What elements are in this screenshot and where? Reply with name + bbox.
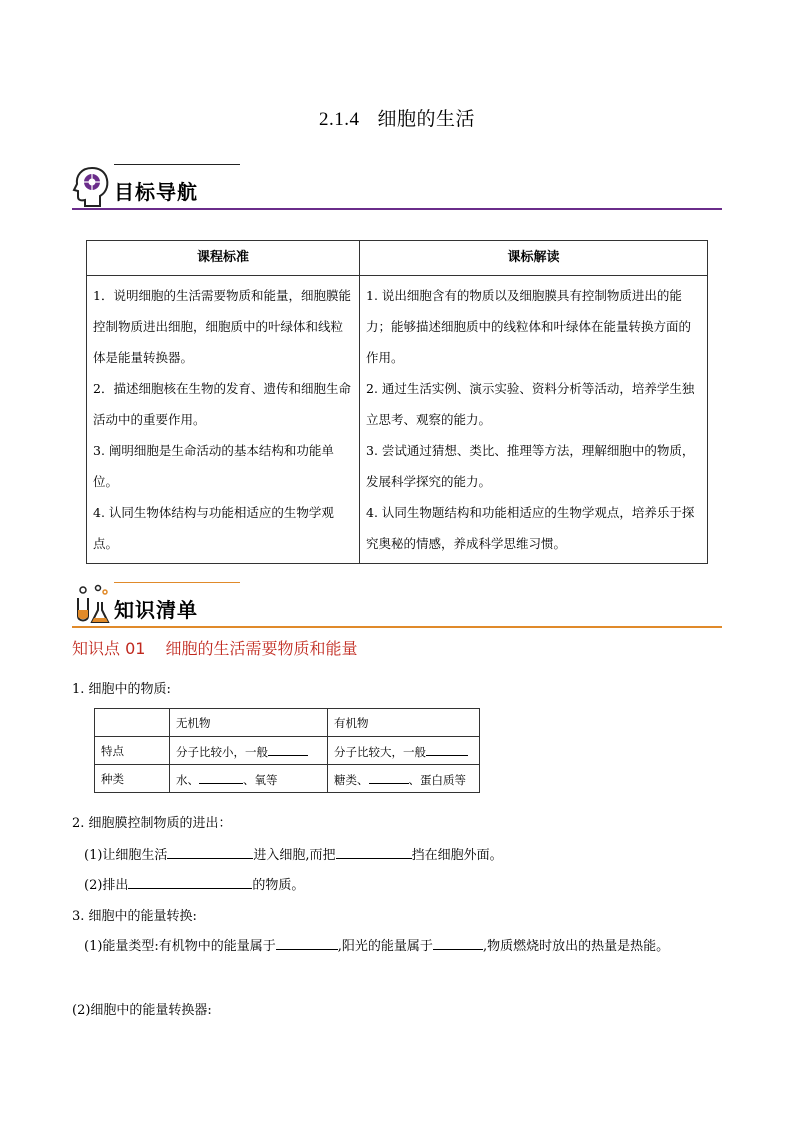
cell-text: 、氧等	[243, 773, 278, 787]
table-cell	[170, 765, 328, 793]
table-row	[87, 276, 708, 564]
cell-text: 分子比较大，一般	[334, 745, 426, 759]
item-2-label: 2. 细胞膜控制物质的进出：	[72, 816, 232, 831]
table-row	[95, 765, 480, 793]
standard-item: 2．描述细胞核在生物的发育、遗传和细胞生命活动中的重要作用。	[93, 381, 351, 427]
text: ,阳光的能量属于	[337, 939, 433, 954]
fill-blank[interactable]	[128, 874, 252, 889]
section-divider	[72, 208, 722, 210]
cell-text: 糖类、	[334, 773, 369, 787]
curriculum-standards-table	[86, 240, 708, 564]
fill-blank[interactable]	[199, 769, 243, 784]
section-header-knowledge	[72, 582, 722, 628]
cell-text: 分子比较小，一般	[176, 745, 268, 759]
interpretation-item: 3. 尝试通过猜想、类比、推理等方法，理解细胞中的物质，发展科学探究的能力。	[366, 443, 695, 489]
text: ,物质燃烧时放出的热量是热能。	[482, 939, 670, 954]
standard-item: 1．说明细胞的生活需要物质和能量，细胞膜能控制物质进出细胞，细胞质中的叶绿体和线粒体是能量转换器。	[93, 288, 351, 365]
text: (1)能量类型:有机物中的能量属于	[84, 939, 276, 954]
table-row	[95, 737, 480, 765]
section-header-goals	[72, 164, 722, 210]
table-header-row	[87, 241, 708, 276]
interpretation-item: 2. 通过生活实例、演示实验、资料分析等活动，培养学生独立思考、观察的能力。	[366, 381, 695, 427]
interpretation-item: 4. 认同生物题结构和功能相适应的生物学观点，培养乐于探究奥秘的情感，养成科学思维习惯。	[366, 505, 695, 551]
item-3-sub-1	[84, 935, 669, 954]
fill-blank[interactable]	[426, 741, 468, 756]
fill-blank[interactable]	[167, 844, 253, 859]
text: 的物质。	[252, 878, 305, 893]
table-cell	[328, 765, 480, 793]
column-header: 课程标准	[87, 241, 360, 276]
title-number: 2.1.4	[318, 109, 360, 130]
table-cell	[328, 737, 480, 765]
section-heading: 知识清单	[114, 598, 198, 622]
item-1-label: 1. 细胞中的物质:	[72, 682, 171, 697]
item-2-sub-1	[84, 844, 503, 863]
fill-blank[interactable]	[276, 935, 338, 950]
cell-text: 水、	[176, 773, 199, 787]
column-header: 课标解读	[360, 241, 708, 276]
page-title	[0, 104, 794, 131]
item-3-sub-2: (2)细胞中的能量转换器:	[72, 1003, 212, 1018]
section-divider	[72, 626, 722, 628]
table-cell: 种类	[95, 765, 170, 793]
interpretation-item: 1. 说出细胞含有的物质以及细胞膜具有控制物质进出的能力；能够描述细胞质中的线粒体和叶绿体在能量转换方面的作用。	[366, 288, 692, 365]
standard-item: 4. 认同生物体结构与功能相适应的生物学观点。	[93, 505, 334, 551]
item-3-label: 3. 细胞中的能量转换:	[72, 909, 197, 924]
interpretation-cell	[360, 276, 708, 564]
table-cell: 特点	[95, 737, 170, 765]
fill-blank[interactable]	[268, 741, 308, 756]
section-heading: 目标导航	[114, 180, 198, 204]
table-cell: 无机物	[170, 709, 328, 737]
text: 进入细胞,而把	[253, 848, 336, 863]
text: (2)排出	[84, 878, 129, 893]
fill-blank[interactable]	[433, 935, 483, 950]
text: 挡在细胞外面。	[411, 848, 503, 863]
standard-item: 3. 阐明细胞是生命活动的基本结构和功能单位。	[93, 443, 334, 489]
table-cell	[95, 709, 170, 737]
table-row	[95, 709, 480, 737]
table-cell: 有机物	[328, 709, 480, 737]
title-text: 细胞的生活	[377, 108, 475, 130]
standards-cell	[87, 276, 360, 564]
cell-text: 、蛋白质等	[408, 773, 466, 787]
knowledge-point-title	[72, 636, 357, 659]
knowledge-point-number: 知识点 01	[72, 639, 146, 658]
header-top-line	[114, 582, 240, 583]
header-top-line	[114, 164, 240, 165]
table-cell	[170, 737, 328, 765]
head-brain-icon	[72, 164, 112, 208]
text: (1)让细胞生活	[84, 848, 168, 863]
item-2-sub-2	[84, 874, 304, 893]
fill-blank[interactable]	[369, 769, 409, 784]
cell-matter-table	[94, 708, 480, 793]
lab-flask-icon	[72, 582, 112, 626]
fill-blank[interactable]	[336, 844, 412, 859]
knowledge-point-text: 细胞的生活需要物质和能量	[165, 639, 358, 658]
